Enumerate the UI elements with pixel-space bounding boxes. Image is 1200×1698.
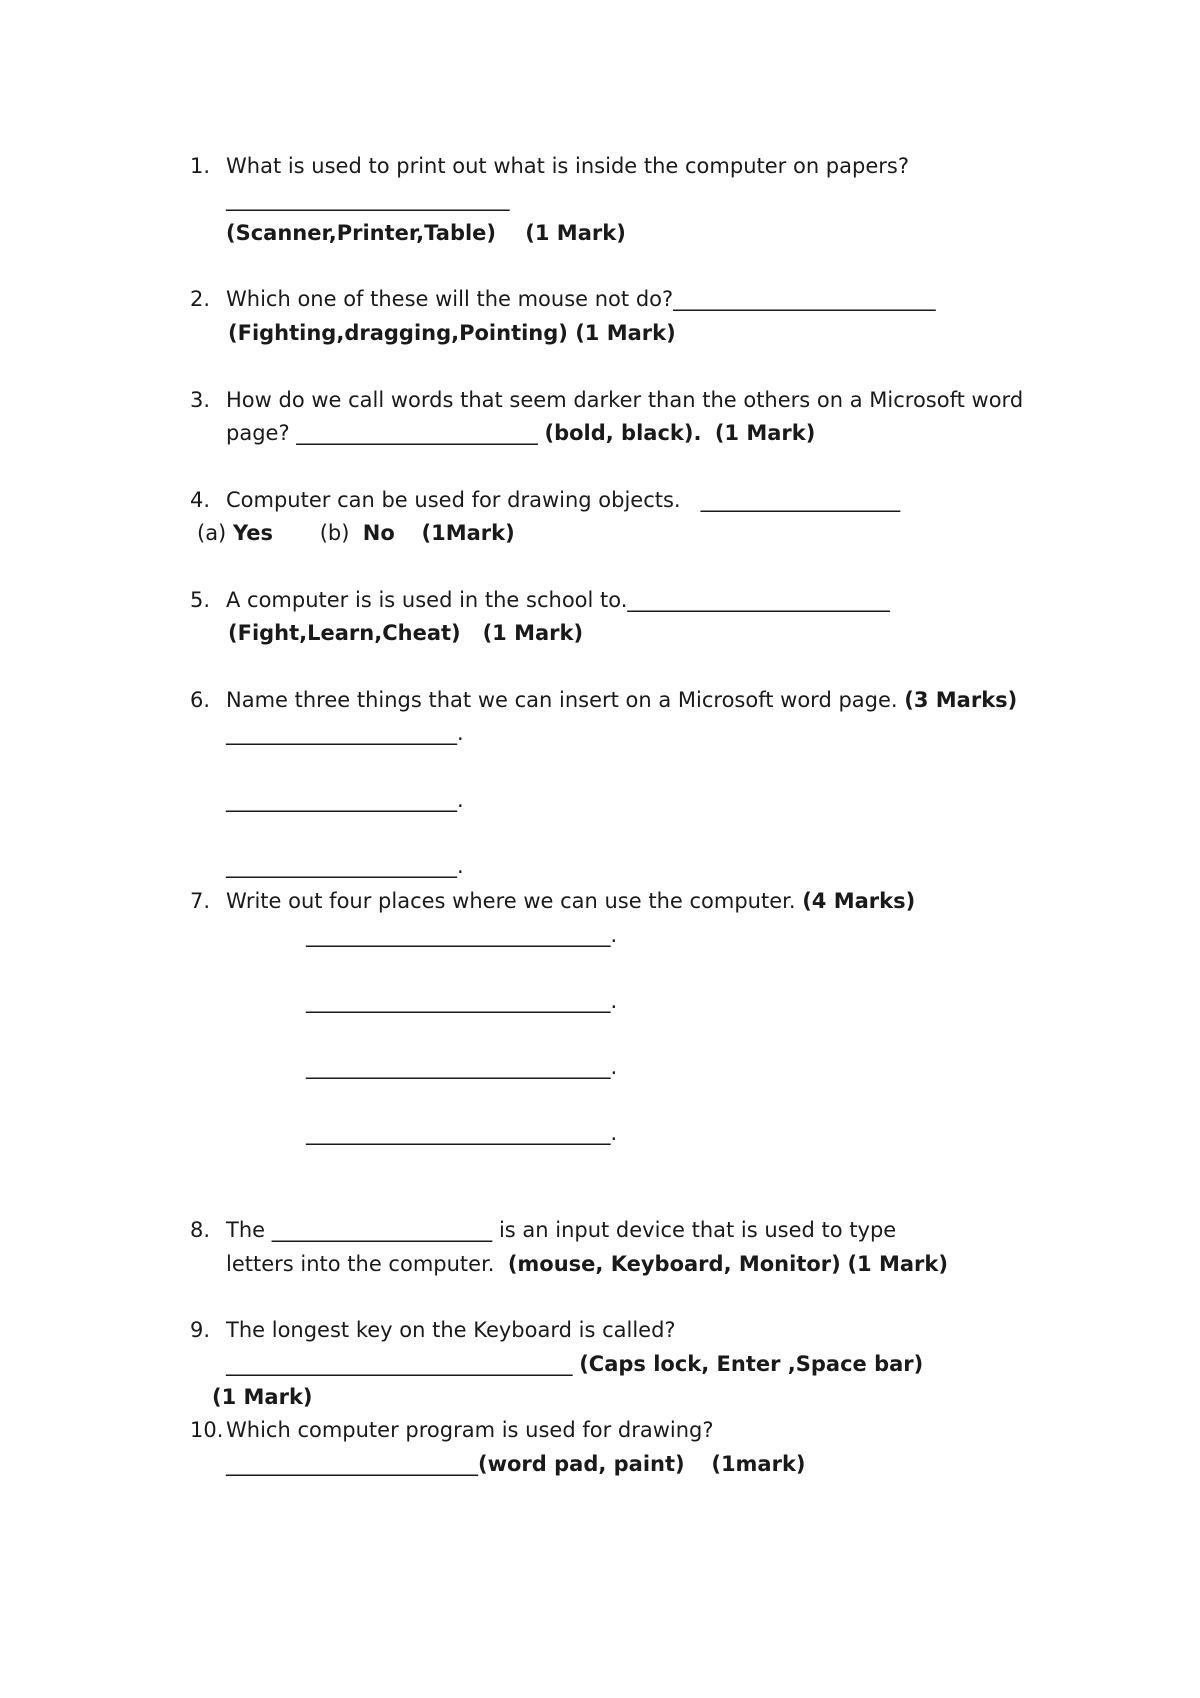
q8-prompt-before: The [226, 1218, 266, 1242]
q9-options: (Caps lock, Enter ,Space bar) [579, 1352, 924, 1376]
q1-prompt-line [190, 153, 909, 179]
q7-answer-blank-4[interactable]: _____________________________. [306, 1121, 618, 1145]
q6-answer-blank-2[interactable]: ______________________. [226, 788, 464, 812]
q3-options: (bold, black). [544, 421, 702, 445]
q5-answer-blank[interactable]: _________________________ [627, 588, 890, 612]
q6-prompt-line [190, 687, 1017, 713]
q2-prompt-line [190, 286, 936, 312]
q7-answer-blank-3[interactable]: _____________________________. [306, 1055, 618, 1079]
q5-number: 5. [190, 588, 211, 612]
q9-prompt-line [190, 1317, 676, 1343]
q8-answer-blank[interactable]: _____________________ [271, 1218, 493, 1242]
q1-marks: (1 Mark) [525, 221, 626, 245]
q4-option-b: No [362, 521, 395, 545]
q4-option-a-label: (a) [197, 521, 227, 545]
q10-prompt: Which computer program is used for drawing? [226, 1418, 714, 1442]
q6-answer-blank-1[interactable]: ______________________. [226, 721, 464, 745]
q5-marks: (1 Mark) [482, 621, 584, 645]
q1-answer-blank[interactable]: ___________________________ [226, 187, 510, 211]
q5-prompt: A computer is is used in the school to. [226, 588, 628, 612]
q4-prompt-line [190, 487, 900, 513]
q6-number: 6. [190, 688, 211, 712]
q9-prompt: The longest key on the Keyboard is called? [226, 1318, 676, 1342]
q3-answer-blank[interactable]: _______________________ [296, 421, 538, 445]
q8-marks: (1 Mark) [847, 1252, 948, 1276]
q7-answer-blank-2[interactable]: _____________________________. [306, 989, 618, 1013]
q8-options: (mouse, Keyboard, Monitor) [507, 1252, 841, 1276]
q2-prompt: Which one of these will the mouse not do? [226, 287, 674, 311]
q10-answer-blank[interactable]: ________________________ [226, 1452, 478, 1476]
q10-number: 10. [190, 1418, 224, 1442]
q1-options-line [226, 220, 626, 246]
q9-answer-blank[interactable]: _________________________________ [226, 1352, 573, 1376]
q5-options-line [228, 620, 583, 646]
q2-marks: (1 Mark) [575, 321, 676, 345]
q1-options: (Scanner,Printer,Table) [226, 221, 497, 245]
q4-prompt: Computer can be used for drawing objects. [226, 488, 681, 512]
q7-prompt: Write out four places where we can use the computer. [226, 889, 796, 913]
q10-prompt-line [190, 1417, 714, 1443]
q9-marks: (1 Mark) [212, 1385, 313, 1409]
q3-prompt-line1: How do we call words that seem darker than the others on a Microsoft word [226, 388, 1024, 412]
q5-prompt-line [190, 587, 890, 613]
q7-prompt-line [190, 888, 915, 914]
q4-option-b-label: (b) [319, 521, 350, 545]
q10-options: (word pad, paint) [478, 1452, 685, 1476]
q1-number: 1. [190, 154, 211, 178]
q3-number: 3. [190, 388, 211, 412]
q3-prompt-line [190, 387, 1023, 413]
q3-prompt-line2: page? [226, 421, 290, 445]
q8-prompt-line2-row [226, 1251, 948, 1277]
q7-number: 7. [190, 889, 211, 913]
q8-prompt-after: is an input device that is used to type [498, 1218, 897, 1242]
q3-prompt-line2-row [226, 420, 815, 446]
q4-marks: (1Mark) [421, 521, 515, 545]
q10-answer-row [226, 1451, 806, 1477]
q9-answer-row [226, 1351, 923, 1377]
q3-marks: (1 Mark) [714, 421, 816, 445]
q2-options-line [228, 320, 676, 346]
q10-marks: (1mark) [711, 1452, 806, 1476]
q2-options: (Fighting,dragging,Pointing) [228, 321, 568, 345]
q8-prompt-line [190, 1217, 896, 1243]
q8-prompt-line2: letters into the computer. [226, 1252, 495, 1276]
q6-answer-blank-3[interactable]: ______________________. [226, 854, 464, 878]
q2-number: 2. [190, 287, 211, 311]
q4-answer-blank[interactable]: ___________________ [700, 488, 901, 512]
q2-answer-blank[interactable]: _________________________ [673, 287, 936, 311]
q7-marks: (4 Marks) [802, 889, 916, 913]
q4-number: 4. [190, 488, 211, 512]
q1-prompt: What is used to print out what is inside the computer on papers? [226, 154, 909, 178]
q6-prompt: Name three things that we can insert on a Microsoft word page. [226, 688, 898, 712]
q4-options-line [197, 520, 515, 546]
q6-marks: (3 Marks) [904, 688, 1018, 712]
q7-answer-blank-1[interactable]: _____________________________. [306, 923, 618, 947]
q8-number: 8. [190, 1218, 211, 1242]
q5-options: (Fight,Learn,Cheat) [228, 621, 461, 645]
q4-option-a: Yes [232, 521, 273, 545]
q9-number: 9. [190, 1318, 211, 1342]
